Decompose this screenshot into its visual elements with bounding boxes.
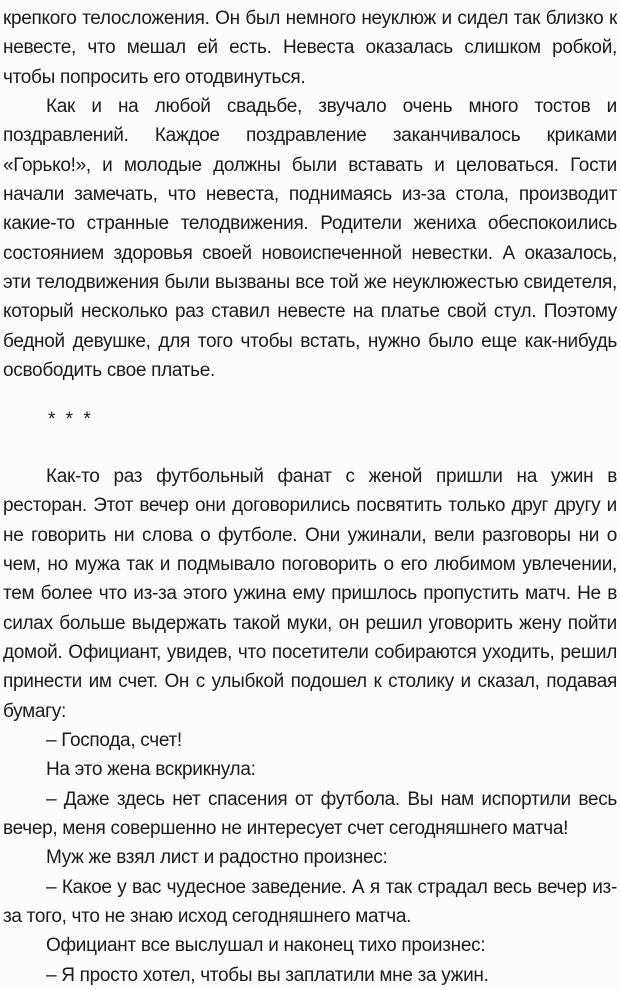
paragraph-wedding-story: Как и на любой свадьбе, звучало очень много тостов и поздравлений. Каждое поздравление заканчивалось криками «Горько!», и молодые должны были вставать и целоваться. Гости начали замечать, что невеста, поднимаясь из-за стола, производит какие-то странные телодвижения. Родители жениха обеспокоились состоянием здоровья своей новоиспеченной невестки. А оказалось, эти телодвижения были вызваны все той же неуклюжестью свидетеля, который несколько раз ставил невесте на платье свой стул. Поэтому бедной девушке, для того чтобы встать, нужно было еще как-нибудь освободить свое платье. (3, 96, 617, 382)
paragraph-narration-wife: На это жена вскрикнула: (46, 759, 256, 781)
paragraph-narration-waiter: Официант все выслушал и наконец тихо произнес: (46, 935, 486, 957)
paragraph-narration-husband: Муж же взял лист и радостно произнес: (46, 847, 388, 869)
paragraph-continuation: крепкого телосложения. Он был немного неуклюж и сидел так близко к невесте, что мешал ей есть. Невеста оказалась слишком робкой, чтобы попросить его отодвинуться. (3, 8, 617, 88)
paragraph-dialogue-waiter-bill: – Господа, счет! (46, 729, 182, 751)
paragraph-dialogue-waiter-punchline: – Я просто хотел, чтобы вы заплатили мне за ужин. (46, 964, 489, 986)
paragraph-dialogue-wife: – Даже здесь нет спасения от футбола. Вы нам испортили весь вечер, меня совершенно не интересует счет сегодняшнего матча! (3, 788, 617, 839)
paragraph-restaurant-story: Как-то раз футбольный фанат с женой пришли на ужин в ресторан. Этот вечер они договорились посвятить только друг другу и не говорить ни слова о футболе. Они ужинали, вели разговоры ни о чем, но мужа так и подмывало поговорить о его любимом увлечении, тем более что из-за этого ужина ему пришлось пропустить матч. Не в силах больше выдержать такой муки, он решил уговорить жену пойти домой. Официант, увидев, что посетители собираются уходить, решил принести им счет. Он с улыбкой подошел к столику и сказал, подавая бумагу: (3, 465, 617, 722)
section-separator: * * * (48, 409, 91, 431)
paragraph-dialogue-husband: – Какое у вас чудесное заведение. А я так страдал весь вечер из-за того, что не знаю исход сегодняшнего матча. (3, 876, 617, 927)
